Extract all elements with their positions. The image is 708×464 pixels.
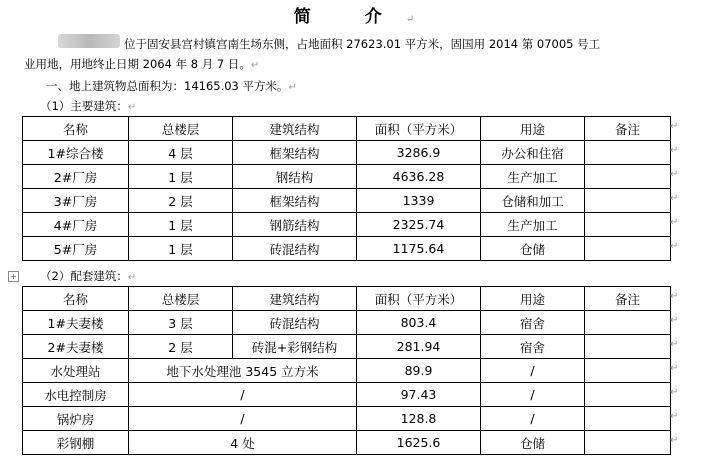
table-cell: / bbox=[481, 407, 585, 431]
row-end-mark: ↵ bbox=[670, 217, 679, 228]
table-row bbox=[23, 165, 671, 189]
column-header: 建筑结构 bbox=[233, 287, 357, 311]
row-end-mark: ↵ bbox=[670, 387, 679, 398]
table-cell: 仓储 bbox=[481, 237, 585, 261]
column-header: 面积（平方米） bbox=[357, 117, 481, 141]
table-cell: 2 层 bbox=[129, 335, 233, 359]
table-cell: 1#夫妻楼 bbox=[23, 311, 129, 335]
table-cell bbox=[585, 165, 671, 189]
table-cell: 水电控制房 bbox=[23, 383, 129, 407]
table-cell: 砖混结构 bbox=[233, 311, 357, 335]
table-cell: 1625.6 bbox=[357, 431, 481, 455]
table-cell: 4 层 bbox=[129, 141, 233, 165]
table-cell: 4 处 bbox=[129, 431, 357, 455]
table-cell: 128.8 bbox=[357, 407, 481, 431]
table-cell: 2 层 bbox=[129, 189, 233, 213]
column-header: 用途 bbox=[481, 117, 585, 141]
table-header-row bbox=[23, 287, 671, 311]
row-end-mark: ↵ bbox=[670, 145, 679, 156]
table-cell: / bbox=[129, 407, 357, 431]
table-cell: 1 层 bbox=[129, 213, 233, 237]
table-cell bbox=[585, 237, 671, 261]
table-cell: / bbox=[129, 383, 357, 407]
table-cell: 2#厂房 bbox=[23, 165, 129, 189]
document-title bbox=[0, 2, 708, 27]
table-cell: 3 层 bbox=[129, 311, 233, 335]
table-row bbox=[23, 335, 671, 359]
table-row bbox=[23, 359, 671, 383]
row-end-mark: ↵ bbox=[670, 411, 679, 422]
row-end-mark: ↵ bbox=[670, 241, 679, 252]
section-one-heading: 一、地上建筑物总面积为：14165.03 平方米。↵ bbox=[46, 79, 297, 93]
table-cell: 钢结构 bbox=[233, 165, 357, 189]
table-cell: / bbox=[481, 383, 585, 407]
table-row bbox=[23, 311, 671, 335]
table-cell: 2#夫妻楼 bbox=[23, 335, 129, 359]
table-cell: 砖混+彩钢结构 bbox=[233, 335, 357, 359]
table-cell bbox=[585, 431, 671, 455]
table-cell bbox=[585, 311, 671, 335]
table-cell: 仓储 bbox=[481, 431, 585, 455]
table-cell: 水处理站 bbox=[23, 359, 129, 383]
table-cell bbox=[585, 141, 671, 165]
table-cell: 1#综合楼 bbox=[23, 141, 129, 165]
paragraph-mark: ↵ bbox=[405, 14, 415, 25]
column-header: 备注 bbox=[585, 287, 671, 311]
table-cell: 框架结构 bbox=[233, 189, 357, 213]
table-cell: 3#厂房 bbox=[23, 189, 129, 213]
table-cell: 281.94 bbox=[357, 335, 481, 359]
table-cell: 1 层 bbox=[129, 165, 233, 189]
table-row bbox=[23, 237, 671, 261]
table-cell: 仓储和加工 bbox=[481, 189, 585, 213]
table-cell: 生产加工 bbox=[481, 165, 585, 189]
column-header: 面积（平方米） bbox=[357, 287, 481, 311]
table-cell: 宿舍 bbox=[481, 335, 585, 359]
table-cell bbox=[585, 407, 671, 431]
row-end-mark: ↵ bbox=[670, 339, 679, 350]
supporting-buildings-heading: （2）配套建筑：↵ bbox=[40, 269, 137, 283]
column-header: 用途 bbox=[481, 287, 585, 311]
table-cell bbox=[585, 213, 671, 237]
column-header: 总楼层 bbox=[129, 287, 233, 311]
table-cell: 办公和住宿 bbox=[481, 141, 585, 165]
title-text: 简 介 bbox=[293, 7, 406, 27]
row-end-mark: ↵ bbox=[670, 121, 679, 132]
intro-line-1: 位于固安县宫村镇宫南生场东侧，占地面积 27623.01 平方米，固国用 2014 第 07005 号工 bbox=[124, 37, 601, 51]
table-cell: / bbox=[481, 359, 585, 383]
main-buildings-table bbox=[22, 116, 671, 261]
row-end-mark: ↵ bbox=[670, 315, 679, 326]
intro-line-2: 业用地，用地终止日期 2064 年 8 月 7 日。↵ bbox=[24, 57, 260, 71]
table-cell: 生产加工 bbox=[481, 213, 585, 237]
table-cell: 89.9 bbox=[357, 359, 481, 383]
table-cell: 5#厂房 bbox=[23, 237, 129, 261]
row-end-mark: ↵ bbox=[670, 169, 679, 180]
table-cell: 宿舍 bbox=[481, 311, 585, 335]
table-cell: 4#厂房 bbox=[23, 213, 129, 237]
table-row bbox=[23, 189, 671, 213]
column-header: 名称 bbox=[23, 287, 129, 311]
column-header: 名称 bbox=[23, 117, 129, 141]
table-move-handle[interactable]: + bbox=[8, 271, 19, 282]
redacted-company-name bbox=[58, 34, 120, 48]
row-end-mark: ↵ bbox=[670, 435, 679, 446]
row-end-mark: ↵ bbox=[670, 291, 679, 302]
table-cell: 1 层 bbox=[129, 237, 233, 261]
table-row bbox=[23, 141, 671, 165]
table-cell: 锅炉房 bbox=[23, 407, 129, 431]
table-cell: 钢筋结构 bbox=[233, 213, 357, 237]
column-header: 建筑结构 bbox=[233, 117, 357, 141]
table-cell: 2325.74 bbox=[357, 213, 481, 237]
row-end-mark: ↵ bbox=[670, 193, 679, 204]
table-cell: 1339 bbox=[357, 189, 481, 213]
table-cell: 框架结构 bbox=[233, 141, 357, 165]
table-cell bbox=[585, 359, 671, 383]
row-end-mark: ↵ bbox=[670, 363, 679, 374]
table-cell: 803.4 bbox=[357, 311, 481, 335]
table-cell: 彩钢棚 bbox=[23, 431, 129, 455]
table-row bbox=[23, 213, 671, 237]
column-header: 总楼层 bbox=[129, 117, 233, 141]
table-cell: 砖混结构 bbox=[233, 237, 357, 261]
table-header-row bbox=[23, 117, 671, 141]
table-cell: 97.43 bbox=[357, 383, 481, 407]
table-cell: 地下水处理池 3545 立方米 bbox=[129, 359, 357, 383]
table-cell: 1175.64 bbox=[357, 237, 481, 261]
table-cell bbox=[585, 335, 671, 359]
table-row bbox=[23, 431, 671, 455]
table-cell: 4636.28 bbox=[357, 165, 481, 189]
main-buildings-heading: （1）主要建筑：↵ bbox=[40, 99, 137, 113]
table-cell bbox=[585, 383, 671, 407]
table-row bbox=[23, 383, 671, 407]
table-cell bbox=[585, 189, 671, 213]
column-header: 备注 bbox=[585, 117, 671, 141]
table-row bbox=[23, 407, 671, 431]
supporting-buildings-table bbox=[22, 286, 671, 455]
table-cell: 3286.9 bbox=[357, 141, 481, 165]
